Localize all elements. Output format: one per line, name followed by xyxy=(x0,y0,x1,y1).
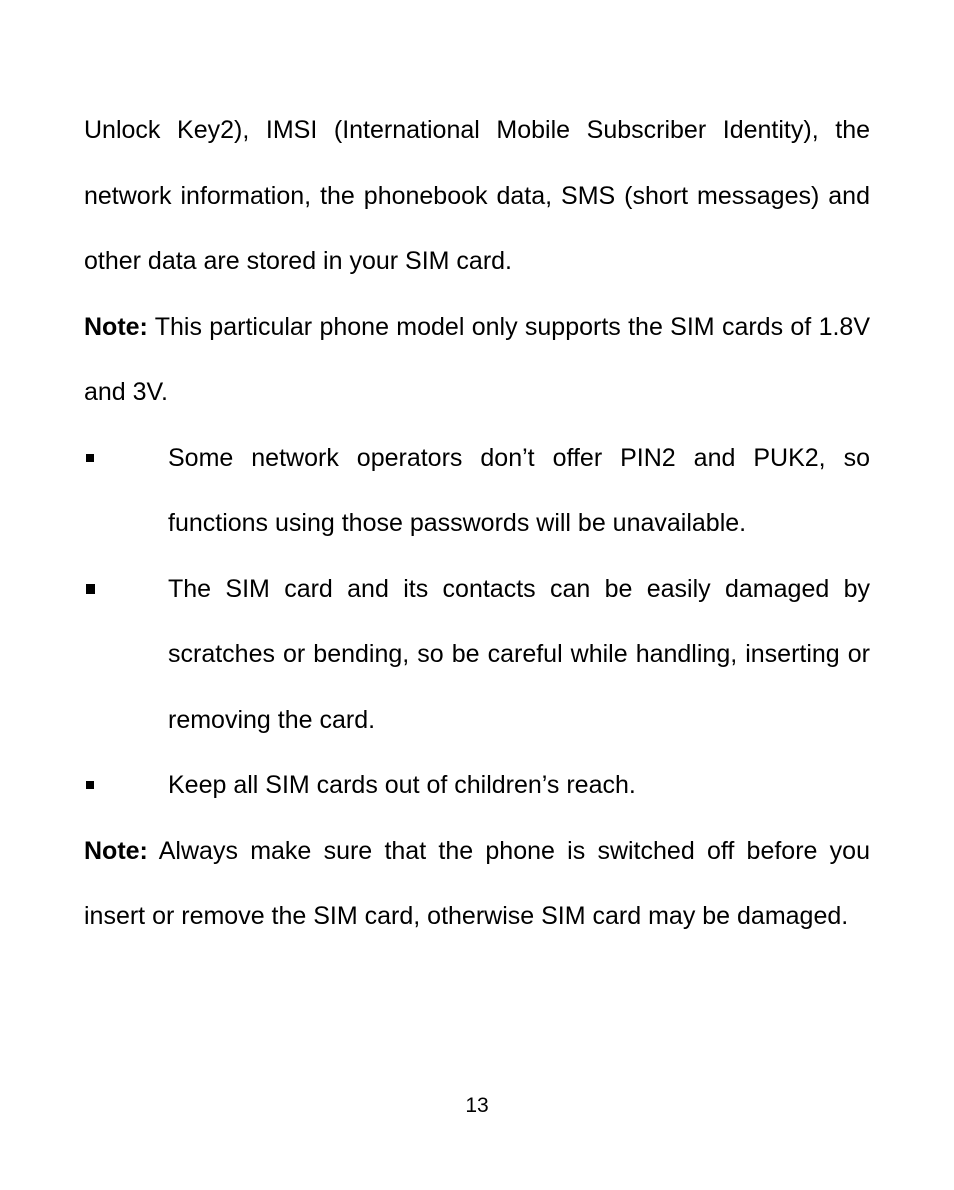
note-text: This particular phone model only supports the SIM cards of 1.8V and 3V. xyxy=(84,312,870,406)
list-item xyxy=(84,557,870,754)
note-label: Note: xyxy=(84,836,148,865)
list-item xyxy=(84,753,870,819)
note-paragraph xyxy=(84,819,870,950)
list-item-text: Keep all SIM cards out of children’s reach. xyxy=(168,771,636,799)
square-bullet-icon xyxy=(86,454,94,462)
page-number: 13 xyxy=(465,1094,489,1117)
square-bullet-icon xyxy=(86,584,95,594)
list-item-text: Some network operators don’t offer PIN2 and PUK2, so functions using those passwords will be unavailable. xyxy=(168,443,870,537)
list-item xyxy=(84,426,870,557)
note-text: Always make sure that the phone is switched off before you insert or remove the SIM card, otherwise SIM card may be damaged. xyxy=(84,836,870,930)
square-bullet-icon xyxy=(86,781,94,789)
bullet-list xyxy=(84,426,870,819)
page-content xyxy=(84,98,870,950)
list-item-text: The SIM card and its contacts can be easily damaged by scratches or bending, so be careful while handling, inserting or removing the card. xyxy=(168,574,870,734)
intro-paragraph: Unlock Key2), IMSI (International Mobile Subscriber Identity), the network information, the phonebook data, SMS (short messages) and other data are stored in your SIM card. xyxy=(84,116,870,275)
note-paragraph xyxy=(84,295,870,426)
note-label: Note: xyxy=(84,312,148,341)
